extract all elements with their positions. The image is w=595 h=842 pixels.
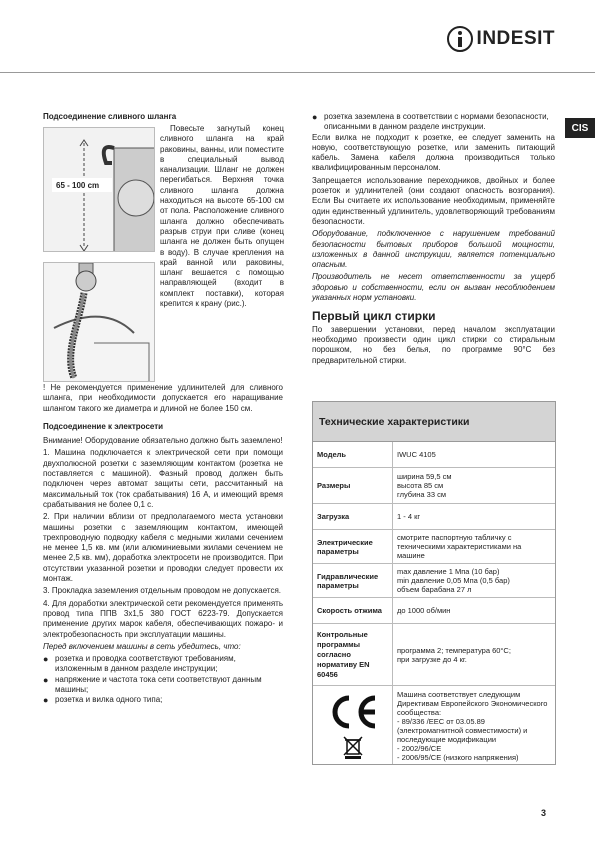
language-tab: CIS [565,118,595,138]
logo-i-icon [447,26,473,52]
spec-key: Гидравлические параметры [313,564,393,597]
specs-title: Технические характеристики [313,402,555,442]
check-item-text: розетка и вилка одного типа; [55,695,163,705]
certification-marks [313,686,393,764]
page-number: 3 [541,808,547,818]
spec-value: max давление 1 Мпа (10 бар) min давление 0,05 Мпа (0,5 бар) объем барабана 27 л [397,567,510,594]
spec-key: Модель [313,442,393,467]
electric-warning: Внимание! Оборудование обязательно должно быть заземлено! [43,436,283,446]
spec-key: Размеры [313,468,393,503]
electric-item-3: 3. Прокладка заземления отдельным проводом не допускается. [43,586,282,596]
adapter-warning: Запрещается использование переходников, двойных и более розеток и удлинителей (они создают опасность возгорания). Если Вы считаете их использование необходимым, применяйте один единственный удлинитель, удовлетворяющий требованиям безопасности. [312,175,555,226]
ce-mark-icon [325,692,381,732]
electric-item-1: 1. Машина подключается к электрической сети при помощи двухполюсной розетки с заземляющим контактом (розетка не поставляется с машиной). Фазный провод должен быть подключен через автомат защиты сети, рассчитанный на максимальный ток (ток срабатывания) 16 А, и имеющий время срабатывания не более 0,1 с. [43,448,283,509]
table-row [313,624,555,686]
spec-key: Электрические параметры [313,530,393,563]
right-column-body [312,112,555,368]
drain-paragraph: Повесьте загнутый конец сливного шланга на край раковины, ванны, или поместите в специальный вывод канализации. Шланг не должен перегибаться. Верхняя точка сливного шланга должна находиться на высоте 65-100 см от пола. Расположение сливного шланга должно обеспечивать разрыв струи при сливе (конец шланга не должен быть опущен в воду). В случае крепления на край ванной или раковины, шланг вешается с помощью направляющей (входит в комплект поставки), которая крепится к крану (рис.). [160,124,284,309]
header-rule [0,72,595,73]
drain-note: ! Не рекомендуется применение удлинителей для сливного шланга, при необходимости допускается его наращивание шлангом такого же диаметра и длиной не более 150 см. [43,383,283,413]
indesit-logo [447,25,555,53]
bullet-icon: ● [43,654,49,665]
table-row [313,530,555,564]
hose-guide-figure [43,262,155,382]
spec-value: программа 2; температура 60°С; при загрузке до 4 кг. [397,645,511,664]
spec-key: Загрузка [313,504,393,529]
directives-text: Машина соответствует следующим Директивам Европейского Экономического сообщества: - 89/336 /ЕЕС от 03.05.89 (электромагнитной совместимости) и последующие модификации - 2002/96/CE - 2006/95/CE (низкого напряжения) [397,690,548,762]
check-item [43,654,283,675]
left-column-body [43,383,283,706]
check-item-text: напряжение и частота тока сети соответствуют данным машины; [55,674,262,695]
check-item [43,675,283,696]
before-connecting: Перед включением машины в сеть убедитесь, что: [43,641,241,651]
spec-key: Скорость отжима [313,598,393,623]
drain-height-illustration [44,128,155,252]
hose-guide-illustration [44,263,155,382]
specs-table [312,401,556,765]
spec-value: до 1000 об/мин [397,606,451,615]
drain-height-figure [43,127,155,252]
bullet-icon: ● [312,112,318,122]
liability-note: Производитель не несет ответственности за ущерб здоровью и собственности, если он вызван несоблюдением указанных норм установки. [312,272,555,303]
table-row [313,504,555,530]
check-item [312,112,555,133]
bullet-icon: ● [43,695,49,706]
check-item-text: розетка заземлена в соответствии с нормами безопасности, описанными в данном разделе инструкции. [324,112,549,132]
height-label: 65 - 100 cm [56,181,100,190]
table-row [313,442,555,468]
weee-bin-icon [342,735,364,759]
electric-heading: Подсоединение к электросети [43,421,164,431]
plug-note: Если вилка не подходит к розетке, ее следует заменить на новую, соответствующую розетке, или заменить питающий кабель. Замена кабеля должна производиться только квалифицированным персоналом. [312,132,555,173]
table-row [313,598,555,624]
first-cycle-heading: Первый цикл стирки [312,309,436,324]
table-row [313,686,555,764]
first-cycle-text: По завершении установки, перед началом эксплуатации необходимо произвести один цикл стирки со стиральным порошком, но без белья, по программе 90°С без предварительной стирки. [312,324,555,365]
drain-heading: Подсоединение сливного шланга [43,112,177,121]
danger-note: Оборудование, подключенное с нарушением требований безопасности бытовых приборов большой мощности, изложенных в данной инструкции, является потенциально опасным. [312,229,555,270]
table-row [313,564,555,598]
check-item [43,695,283,705]
spec-value: IWUC 4105 [397,450,436,459]
spec-key: Контрольные программы согласно нормативу EN 60456 [313,624,393,685]
spec-value: смотрите паспортную табличку с техническими характеристиками на машине [397,533,522,560]
table-row [313,468,555,504]
spec-value: 1 - 4 кг [397,512,421,521]
spec-value: ширина 59,5 см высота 85 см глубина 33 см [397,472,452,499]
drain-instructions [160,124,284,311]
bullet-icon: ● [43,674,49,685]
check-item-text: розетка и проводка соответствуют требованиям, изложенным в данном разделе инструкции; [55,654,236,674]
electric-item-4: 4. Для доработки электрической сети рекомендуется применять провод типа ППВ 3х1,5 380 ГОСТ 6223-79. Допускается применение других марок кабеля, обеспечивающих пожаро- и электробезопасность при эксплуатации машины. [43,598,283,639]
electric-item-2: 2. При наличии вблизи от предполагаемого места установки машины розетки с заземляющим контактом, имеющей трехпроводную подводку кабеля с медными жилами сечением не менее 1,5 кв. мм (или алюминиевыми жилами сечением не менее 2,5 кв. мм), доработка электросети не производится. При отсутствии указанной розетки и проводки следует провести их монтаж. [43,512,283,584]
brand-name: INDESIT [476,28,555,49]
